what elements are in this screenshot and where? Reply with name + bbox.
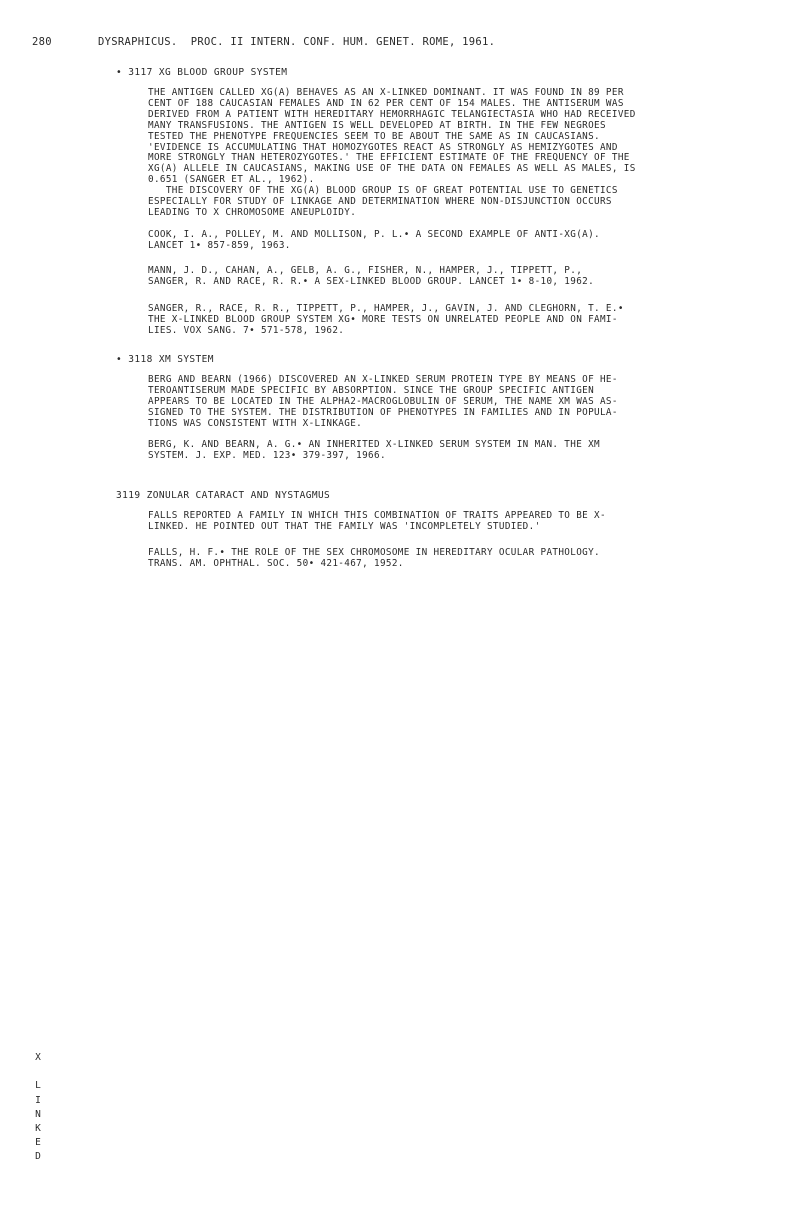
text-line: MANN, J. D., CAHAN, A., GELB, A. G., FISHER, N., HAMPER, J., TIPPETT, P., <box>148 265 583 276</box>
text-line: THE DISCOVERY OF THE XG(A) BLOOD GROUP IS OF GREAT POTENTIAL USE TO GENETICS <box>148 185 618 197</box>
reference-cook-1963 <box>148 230 778 252</box>
text-line: SANGER, R., RACE, R. R., TIPPETT, P., HAMPER, J., GAVIN, J. AND CLEGHORN, T. E.• <box>148 303 624 314</box>
entry-title-3119: 3119 ZONULAR CATARACT AND NYSTAGMUS <box>116 490 331 501</box>
text-line: LEADING TO X CHROMOSOME ANEUPLOIDY. <box>148 206 357 218</box>
side-label-x-linked <box>33 1051 43 1165</box>
text-line: FALLS REPORTED A FAMILY IN WHICH THIS COMBINATION OF TRAITS APPEARED TO BE X- <box>148 510 606 521</box>
text-line: MANY TRANSFUSIONS. THE ANTIGEN IS WELL DEVELOPED AT BIRTH. IN THE FEW NEGROES <box>148 119 606 131</box>
text-line: BERG, K. AND BEARN, A. G.• AN INHERITED X-LINKED SERUM SYSTEM IN MAN. THE XM <box>148 439 600 450</box>
text-line: LINKED. HE POINTED OUT THAT THE FAMILY WAS 'INCOMPLETELY STUDIED.' <box>148 520 541 532</box>
text-line: LIES. VOX SANG. 7• 571-578, 1962. <box>148 324 345 336</box>
side-letter: L <box>35 1080 41 1092</box>
side-letter: E <box>35 1137 41 1149</box>
entry-3118-description <box>148 375 778 430</box>
side-letter: I <box>35 1094 41 1106</box>
text-line: XG(A) ALLELE IN CAUCASIANS, MAKING USE OF THE DATA ON FEMALES AS WELL AS MALES, IS <box>148 163 636 175</box>
reference-sanger-1962 <box>148 304 778 337</box>
side-letter <box>33 1065 43 1079</box>
entry-title-3117: • 3117 XG BLOOD GROUP SYSTEM <box>116 67 288 78</box>
page-number: 280 <box>32 36 52 48</box>
entry-title-3118: • 3118 XM SYSTEM <box>116 354 214 365</box>
text-line: LANCET 1• 857-859, 1963. <box>148 239 291 251</box>
text-line: 'EVIDENCE IS ACCUMULATING THAT HOMOZYGOTES REACT AS STRONGLY AS HEMIZYGOTES AND <box>148 141 618 153</box>
text-line: TESTED THE PHENOTYPE FREQUENCIES SEEM TO BE ABOUT THE SAME AS IN CAUCASIANS. <box>148 130 600 142</box>
text-line: DERIVED FROM A PATIENT WITH HEREDITARY HEMORRHAGIC TELANGIECTASIA WHO HAD RECEIVED <box>148 108 636 120</box>
reference-berg-1966 <box>148 440 778 462</box>
text-line: SYSTEM. J. EXP. MED. 123• 379-397, 1966. <box>148 449 386 461</box>
entry-3119-description <box>148 511 778 533</box>
text-line: TRANS. AM. OPHTHAL. SOC. 50• 421-467, 1952. <box>148 557 404 569</box>
text-line: THE ANTIGEN CALLED XG(A) BEHAVES AS AN X-LINKED DOMINANT. IT WAS FOUND IN 89 PER <box>148 87 624 98</box>
side-letter: K <box>35 1123 41 1135</box>
text-line: BERG AND BEARN (1966) DISCOVERED AN X-LINKED SERUM PROTEIN TYPE BY MEANS OF HE- <box>148 374 618 385</box>
reference-falls-1952 <box>148 548 778 570</box>
reference-mann-1962 <box>148 266 778 288</box>
text-line: SIGNED TO THE SYSTEM. THE DISTRIBUTION OF PHENOTYPES IN FAMILIES AND IN POPULA- <box>148 406 618 418</box>
text-line: SANGER, R. AND RACE, R. R.• A SEX-LINKED BLOOD GROUP. LANCET 1• 8-10, 1962. <box>148 275 595 287</box>
side-letter: X <box>35 1052 41 1063</box>
text-line: CENT OF 188 CAUCASIAN FEMALES AND IN 62 PER CENT OF 154 MALES. THE ANTISERUM WAS <box>148 97 624 109</box>
text-line: MORE STRONGLY THAN HETEROZYGOTES.' THE EFFICIENT ESTIMATE OF THE FREQUENCY OF THE <box>148 152 630 164</box>
text-line: TEROANTISERUM MADE SPECIFIC BY ABSORPTION. SINCE THE GROUP SPECIFIC ANTIGEN <box>148 384 595 396</box>
text-line: COOK, I. A., POLLEY, M. AND MOLLISON, P. L.• A SECOND EXAMPLE OF ANTI-XG(A). <box>148 229 600 240</box>
side-letter: N <box>35 1108 41 1120</box>
page-header <box>32 36 495 48</box>
entry-3117-description <box>148 88 778 219</box>
side-letter: D <box>35 1151 41 1163</box>
text-line: THE X-LINKED BLOOD GROUP SYSTEM XG• MORE TESTS ON UNRELATED PEOPLE AND ON FAMI- <box>148 313 618 325</box>
text-line: ESPECIALLY FOR STUDY OF LINKAGE AND DETERMINATION WHERE NON-DISJUNCTION OCCURS <box>148 196 612 208</box>
text-line: 0.651 (SANGER ET AL., 1962). <box>148 174 315 186</box>
running-title: DYSRAPHICUS. PROC. II INTERN. CONF. HUM. GENET. ROME, 1961. <box>98 36 496 48</box>
text-line: FALLS, H. F.• THE ROLE OF THE SEX CHROMOSOME IN HEREDITARY OCULAR PATHOLOGY. <box>148 547 600 558</box>
text-line: APPEARS TO BE LOCATED IN THE ALPHA2-MACROGLOBULIN OF SERUM, THE NAME XM WAS AS- <box>148 395 618 407</box>
text-line: TIONS WAS CONSISTENT WITH X-LINKAGE. <box>148 417 363 429</box>
